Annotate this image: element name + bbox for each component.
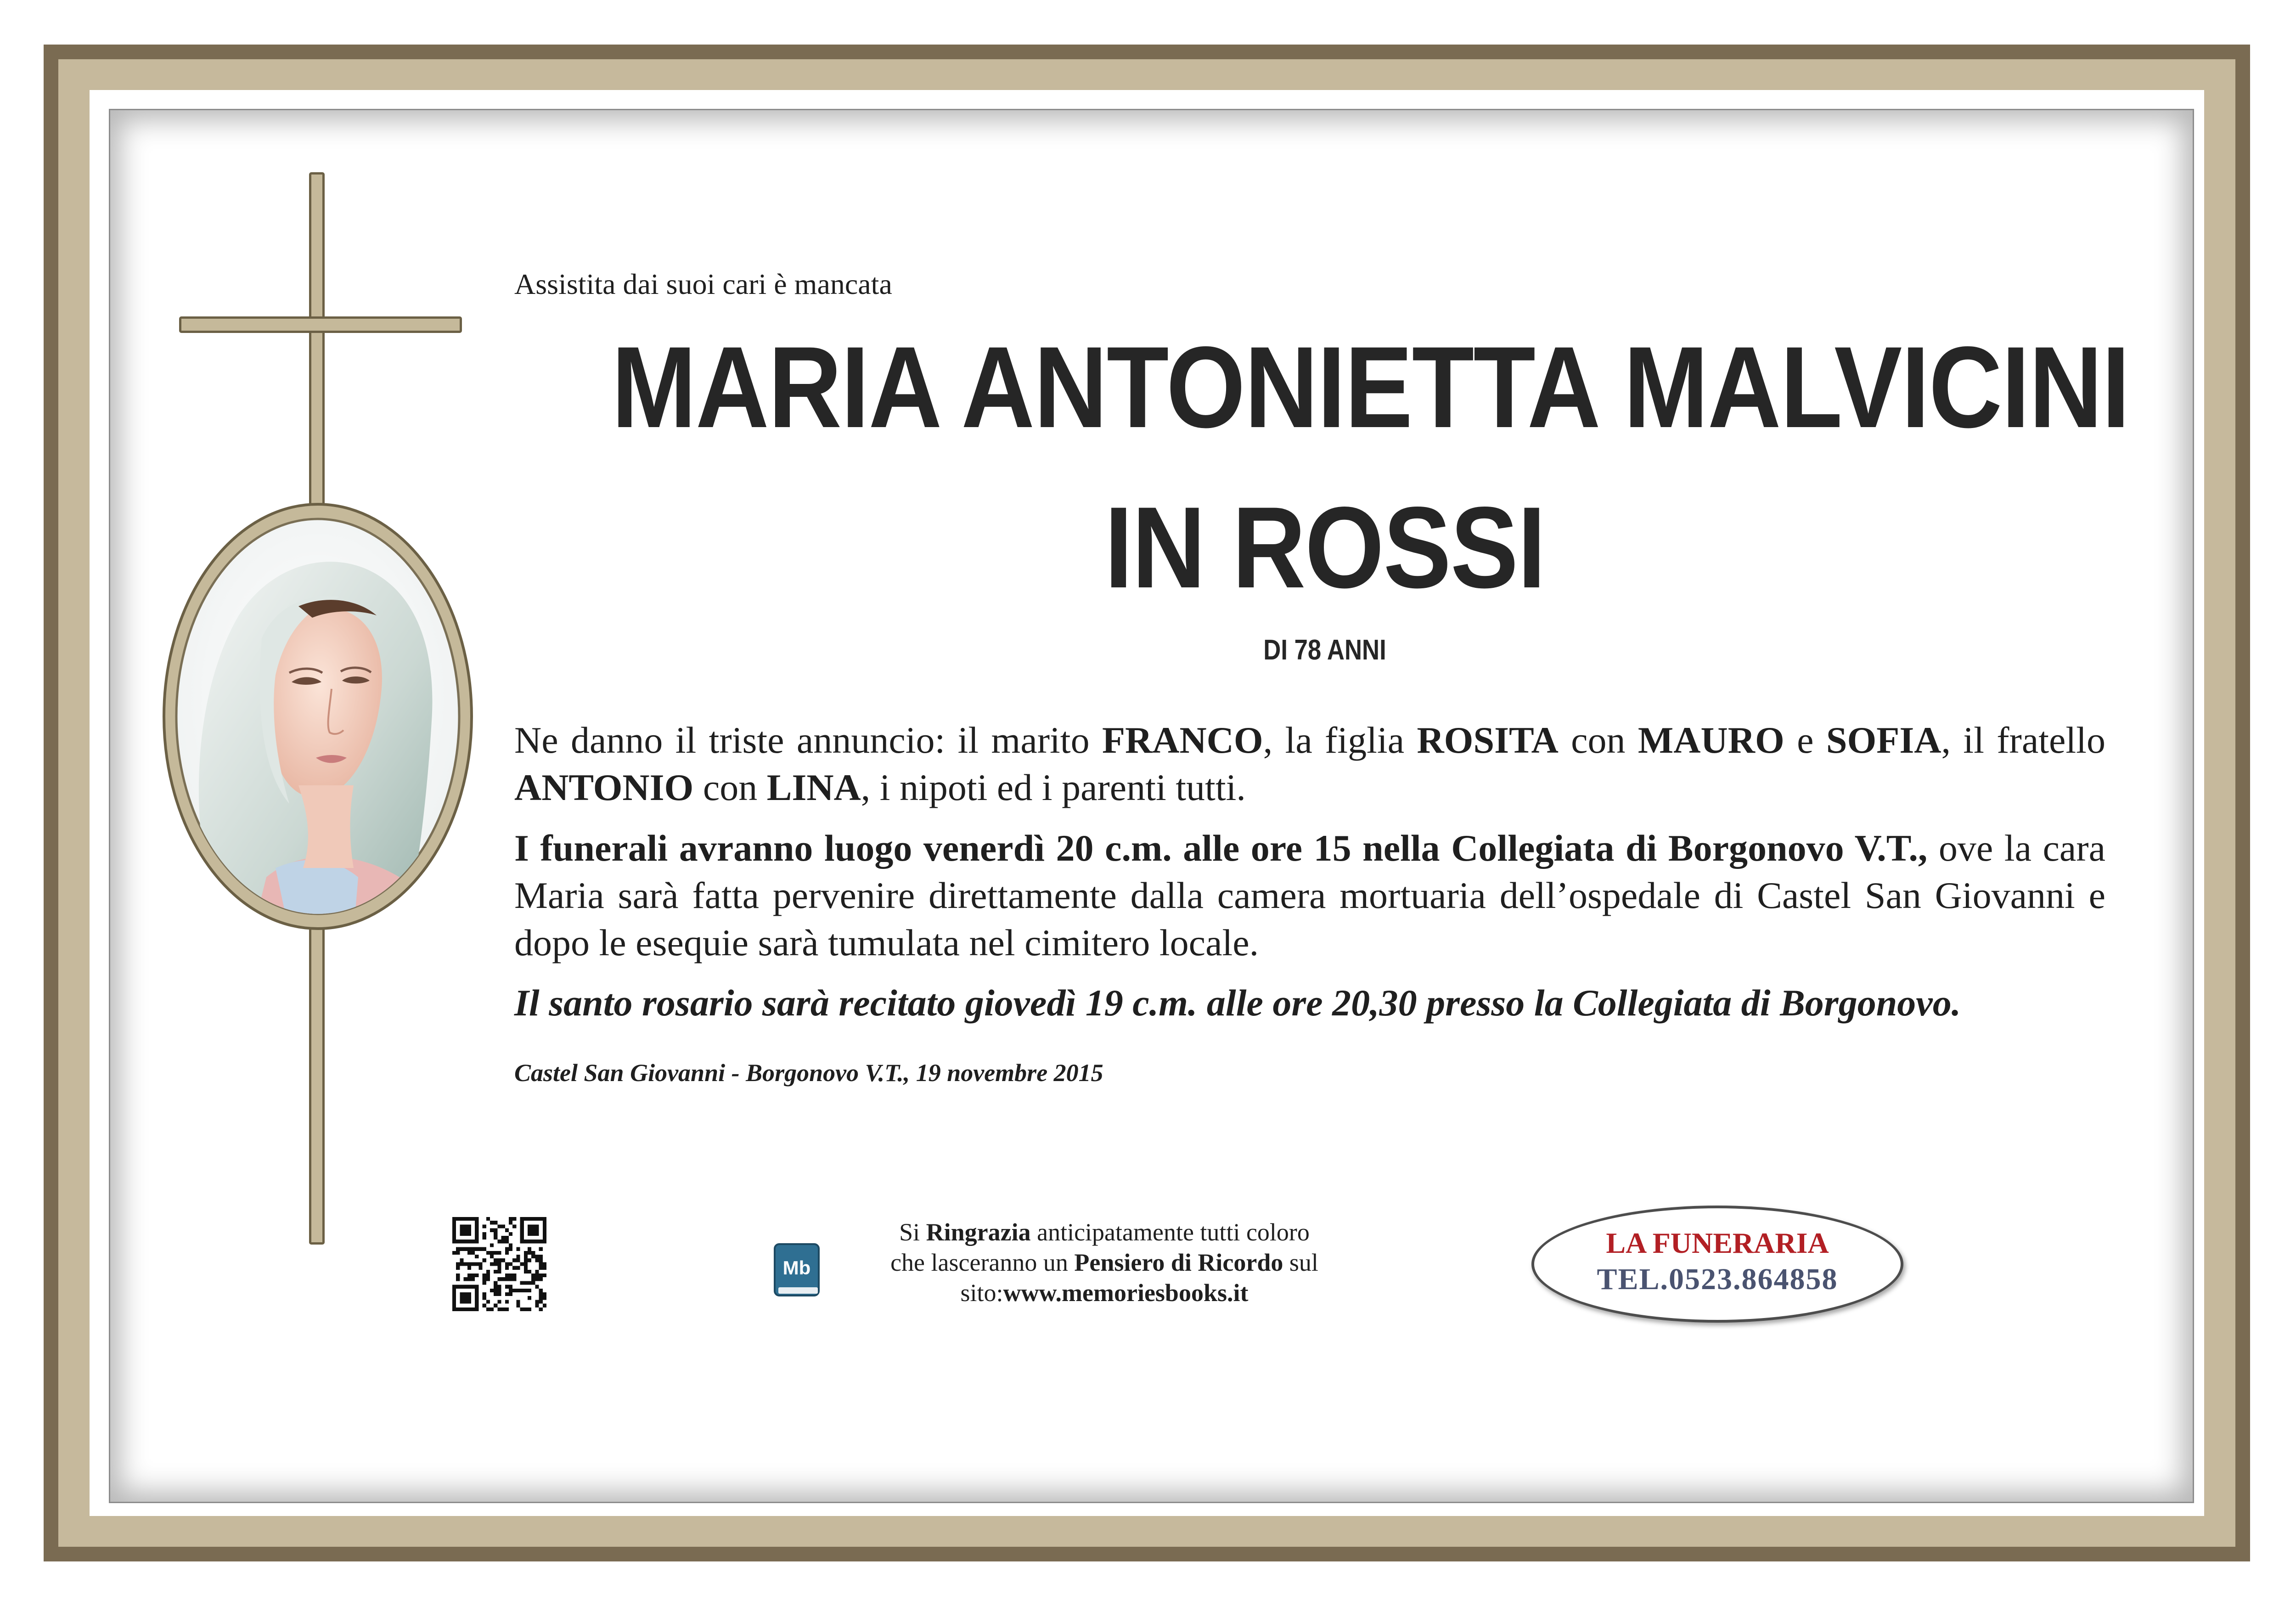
text-run: sul	[1283, 1249, 1318, 1276]
text-run: sito:	[960, 1279, 1003, 1307]
place-and-date: Castel San Giovanni - Borgonovo V.T., 19 novembre 2015	[514, 1059, 1103, 1087]
mb-icon-label: Mb	[782, 1257, 811, 1279]
text-run: , la figlia	[1263, 719, 1417, 761]
text-run: che lasceranno un	[890, 1249, 1075, 1276]
emphasized-text: SOFIA	[1826, 719, 1941, 761]
text-run: , il fratello	[1941, 719, 2105, 761]
text-run: Si	[899, 1218, 926, 1246]
thanks-line-2	[845, 1247, 1364, 1278]
text-run: , i nipoti ed i parenti tutti.	[861, 766, 1246, 808]
emphasized-text: Pensiero di Ricordo	[1074, 1249, 1283, 1276]
funeral-home-name: LA FUNERARIA	[1606, 1227, 1829, 1259]
cross-horizontal-beam	[179, 316, 462, 333]
announcement-paragraph	[514, 716, 2105, 811]
rosary-paragraph: Il santo rosario sarà recitato giovedì 19 c.m. alle ore 20,30 presso la Collegiata di Borgonovo.	[514, 982, 1961, 1024]
text-run: e	[1784, 719, 1826, 761]
emphasized-text: www.memoriesbooks.it	[1003, 1279, 1249, 1307]
text-run: Ne danno il triste annuncio: il marito	[514, 719, 1102, 761]
thanks-line-3[interactable]	[845, 1278, 1364, 1308]
emphasized-text: Ringrazia	[926, 1218, 1031, 1246]
deceased-name-line-2: IN ROSSI	[1104, 483, 1545, 612]
emphasized-text: ANTONIO	[514, 766, 694, 808]
emphasized-text: ROSITA	[1417, 719, 1559, 761]
deceased-name-line-1: MARIA ANTONIETTA MALVICINI	[611, 323, 2129, 452]
funeral-home-phone[interactable]: TEL.0523.864858	[1597, 1262, 1838, 1296]
text-run: con	[693, 766, 767, 808]
text-run: anticipatamente tutti coloro	[1030, 1218, 1310, 1246]
text-run: ove la cara Maria sarà fatta pervenire direttamente dalla camera mortuaria dell’ospedale di Castel San Giovanni e dopo le esequie sarà tumulata nel cimitero locale.	[514, 827, 2105, 964]
funeral-paragraph	[514, 824, 2105, 966]
emphasized-text: I funerali avranno luogo venerdì 20 c.m. alle ore 15 nella Collegiata di Borgonovo V.T.,	[514, 827, 1928, 869]
thanks-line-1	[845, 1217, 1364, 1247]
deceased-age: DI 78 ANNI	[1263, 634, 1386, 666]
text-run: con	[1558, 719, 1638, 761]
qr-code-icon[interactable]	[452, 1217, 546, 1311]
memoriesbooks-book-icon[interactable]	[773, 1242, 823, 1300]
emphasized-text: LINA	[766, 766, 861, 808]
thanks-note	[845, 1217, 1364, 1308]
emphasized-text: MAURO	[1638, 719, 1784, 761]
intro-line: Assistita dai suoi cari è mancata	[514, 268, 892, 300]
madonna-medallion	[161, 501, 475, 932]
emphasized-text: FRANCO	[1102, 719, 1263, 761]
